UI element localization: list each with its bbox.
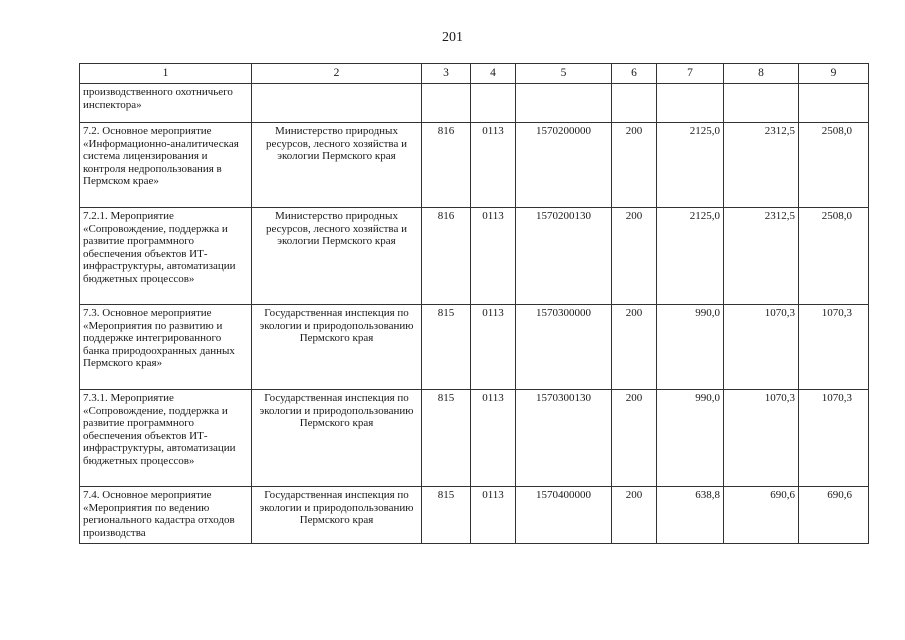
activity-name-cell: 7.3. Основное мероприятие «Мероприятия по развитию и поддержке интегрированного банка природоохранных данных Пермского края» [80,305,252,390]
executor-cell: Государственная инспекция по экологии и природопользованию Пермского края [252,487,422,544]
table-row [80,487,869,544]
budget-table [79,63,869,544]
executor-cell [252,84,422,123]
table-row [80,390,869,487]
amount-year3-cell: 690,6 [799,487,869,544]
column-header: 1 [80,64,252,84]
activity-name-cell: 7.3.1. Мероприятие «Сопровождение, поддержка и развитие программного обеспечения объектов ИТ-инфраструктуры, автоматизации бюджетных процессов» [80,390,252,487]
column-header: 5 [516,64,612,84]
executor-cell: Министерство природных ресурсов, лесного хозяйства и экологии Пермского края [252,208,422,305]
column-header: 4 [471,64,516,84]
amount-year2-cell: 1070,3 [724,390,799,487]
table-row [80,123,869,208]
section-code-cell: 0113 [471,123,516,208]
ministry-code-cell: 816 [422,123,471,208]
amount-year1-cell: 990,0 [657,305,724,390]
ministry-code-cell: 815 [422,390,471,487]
amount-year3-cell: 1070,3 [799,390,869,487]
executor-cell: Министерство природных ресурсов, лесного хозяйства и экологии Пермского края [252,123,422,208]
column-header: 7 [657,64,724,84]
page-number: 201 [442,30,463,45]
column-header: 3 [422,64,471,84]
amount-year1-cell: 2125,0 [657,123,724,208]
activity-name-cell: 7.4. Основное мероприятие «Мероприятия по ведению регионального кадастра отходов производства [80,487,252,544]
amount-year1-cell: 990,0 [657,390,724,487]
amount-year1-cell: 638,8 [657,487,724,544]
expense-type-cell: 200 [612,305,657,390]
section-code-cell: 0113 [471,487,516,544]
target-article-cell: 1570400000 [516,487,612,544]
expense-type-cell: 200 [612,123,657,208]
ministry-code-cell: 816 [422,208,471,305]
ministry-code-cell: 815 [422,305,471,390]
expense-type-cell: 200 [612,390,657,487]
expense-type-cell: 200 [612,487,657,544]
amount-year1-cell [657,84,724,123]
executor-cell: Государственная инспекция по экологии и природопользованию Пермского края [252,390,422,487]
header-row [80,64,869,84]
target-article-cell [516,84,612,123]
amount-year3-cell: 2508,0 [799,123,869,208]
amount-year2-cell: 690,6 [724,487,799,544]
ministry-code-cell [422,84,471,123]
column-header: 6 [612,64,657,84]
activity-name-cell: 7.2. Основное мероприятие «Информационно-аналитическая система лицензирования и контроля недропользования в Пермском крае» [80,123,252,208]
table-row [80,208,869,305]
amount-year2-cell: 2312,5 [724,123,799,208]
amount-year2-cell: 1070,3 [724,305,799,390]
expense-type-cell: 200 [612,208,657,305]
target-article-cell: 1570200000 [516,123,612,208]
table-row [80,84,869,123]
target-article-cell: 1570200130 [516,208,612,305]
section-code-cell: 0113 [471,208,516,305]
amount-year3-cell: 1070,3 [799,305,869,390]
column-header: 2 [252,64,422,84]
activity-name-cell: производственного охотничьего инспектора» [80,84,252,123]
section-code-cell: 0113 [471,305,516,390]
amount-year1-cell: 2125,0 [657,208,724,305]
table-row [80,305,869,390]
section-code-cell: 0113 [471,390,516,487]
column-header: 9 [799,64,869,84]
amount-year2-cell [724,84,799,123]
amount-year3-cell: 2508,0 [799,208,869,305]
ministry-code-cell: 815 [422,487,471,544]
amount-year3-cell [799,84,869,123]
executor-cell: Государственная инспекция по экологии и природопользованию Пермского края [252,305,422,390]
amount-year2-cell: 2312,5 [724,208,799,305]
expense-type-cell [612,84,657,123]
target-article-cell: 1570300000 [516,305,612,390]
section-code-cell [471,84,516,123]
activity-name-cell: 7.2.1. Мероприятие «Сопровождение, поддержка и развитие программного обеспечения объектов ИТ-инфраструктуры, автоматизации бюджетных процессов» [80,208,252,305]
target-article-cell: 1570300130 [516,390,612,487]
column-header: 8 [724,64,799,84]
